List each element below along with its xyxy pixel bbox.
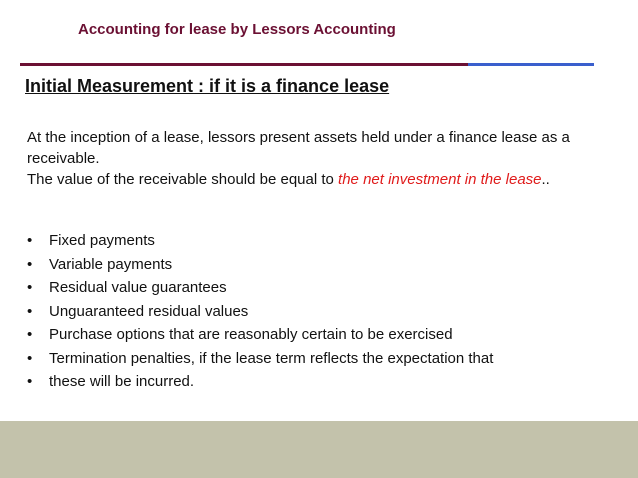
list-item-text: Termination penalties, if the lease term reflects the expectation that <box>49 349 494 367</box>
bullet-icon: • <box>27 302 33 320</box>
bullet-icon: • <box>27 255 33 273</box>
bullet-icon: • <box>27 326 33 343</box>
bullet-icon: • <box>27 349 33 367</box>
list-item <box>27 276 607 300</box>
list-item <box>27 323 607 347</box>
intro-line-2-prefix: The value of the receivable should be equal to <box>27 171 339 188</box>
list-item-text: Variable payments <box>49 255 173 273</box>
bullet-icon: • <box>27 279 33 296</box>
intro-line-2-suffix: .. <box>541 171 550 188</box>
bullet-icon: • <box>27 232 33 249</box>
bullet-icon: • <box>27 373 33 390</box>
intro-line-1: At the inception of a lease, lessors present assets held under a finance lease as a receivable. <box>27 129 570 167</box>
section-title: Initial Measurement : if it is a finance lease <box>25 76 390 96</box>
list-item-text: Unguaranteed residual values <box>49 302 249 320</box>
list-item <box>27 253 607 277</box>
list-item-text: Residual value guarantees <box>49 279 227 296</box>
list-item <box>27 229 607 253</box>
slide-header-title: Accounting for lease by Lessors Accounting <box>78 21 396 38</box>
intro-paragraph <box>27 127 587 190</box>
footer-band <box>0 421 638 478</box>
list-item <box>27 370 607 394</box>
list-item-text: Fixed payments <box>49 232 155 249</box>
list-item <box>27 300 607 324</box>
header-rule-primary <box>20 63 468 66</box>
list-item <box>27 347 607 371</box>
bullet-list <box>27 229 607 394</box>
list-item-text: these will be incurred. <box>49 373 195 390</box>
intro-highlight: the net investment in the lease <box>338 171 542 188</box>
list-item-text: Purchase options that are reasonably certain to be exercised <box>49 326 453 343</box>
header-rule-accent <box>468 63 594 66</box>
